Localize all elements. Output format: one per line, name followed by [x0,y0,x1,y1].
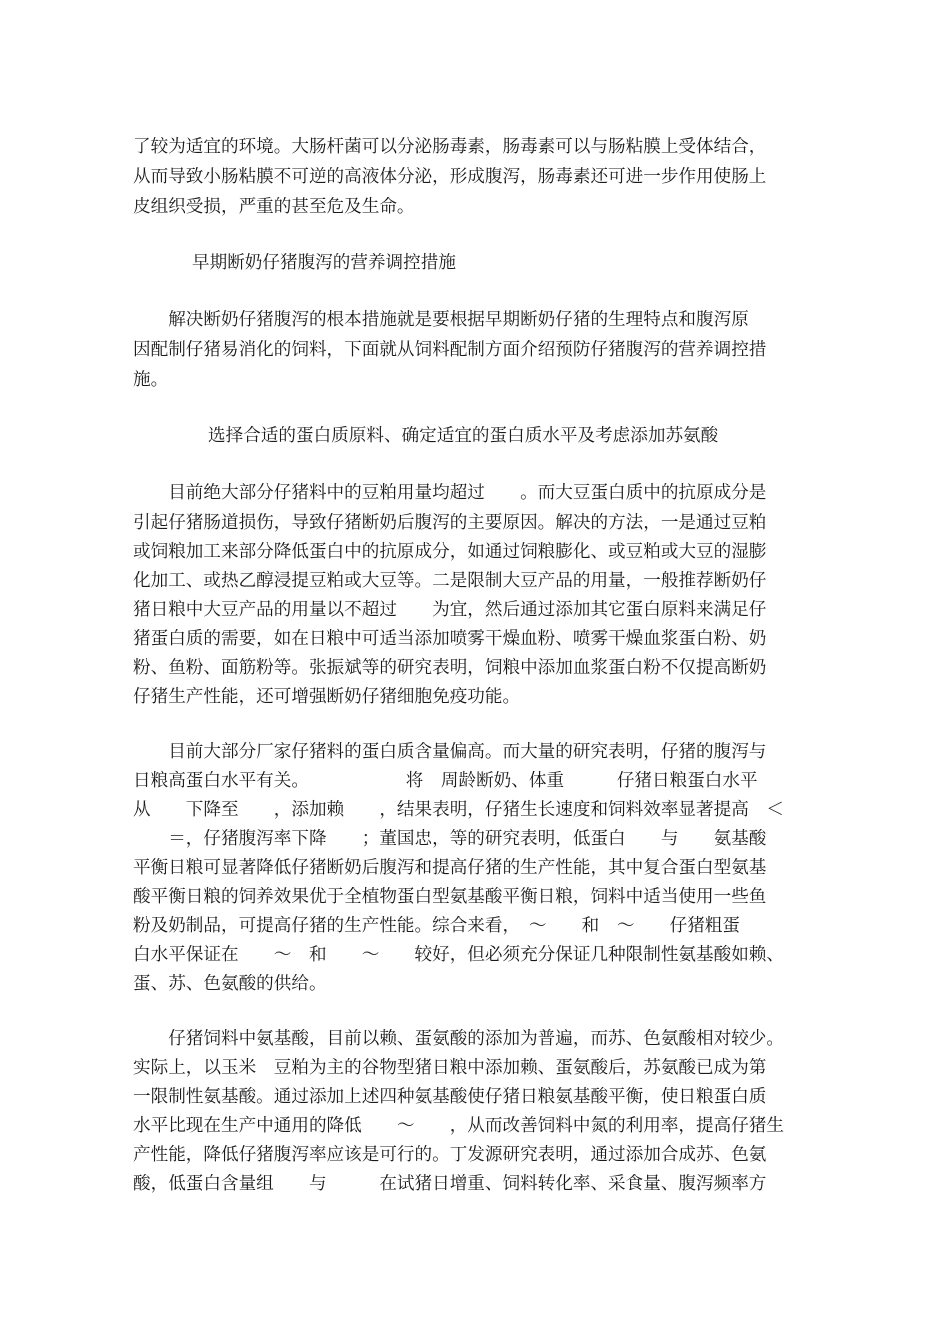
paragraph-line: 一限制性氨基酸。通过添加上述四种氨基酸使仔猪日粮氨基酸平衡，使日粮蛋白质 [133,1087,767,1107]
paragraph-line: 解决断奶仔猪腹泻的根本措施就是要根据早期断奶仔猪的生理特点和腹泻原 [133,310,749,330]
paragraph-line: 了较为适宜的环境。大肠杆菌可以分泌肠毒素，肠毒素可以与肠粘膜上受体结合， [133,137,767,157]
paragraph-line: 因配制仔猪易消化的饲料，下面就从饲料配制方面介绍预防仔猪腹泻的营养调控措 [133,340,767,360]
paragraph-line: 平衡日粮可显著降低仔猪断奶后腹泻和提高仔猪的生产性能，其中复合蛋白型氨基 [133,858,767,878]
paragraph-line: ＝，仔猪腹泻率下降 ；董国忠，等的研究表明，低蛋白 与 氨基酸 [133,829,767,849]
paragraph-line: 目前绝大部分仔猪料中的豆粕用量均超过 。而大豆蛋白质中的抗原成分是 [133,483,767,503]
paragraph-line: 目前大部分厂家仔猪料的蛋白质含量偏高。而大量的研究表明，仔猪的腹泻与 [133,742,767,762]
paragraph-line: 酸平衡日粮的饲养效果优于全植物蛋白型氨基酸平衡日粮，饲料中适当使用一些鱼 [133,887,767,907]
paragraph-line: 粉及奶制品，可提高仔猪的生产性能。综合来看， ～ 和 ～ 仔猪粗蛋 [133,916,740,936]
paragraph-line: 实际上，以玉米 豆粕为主的谷物型猪日粮中添加赖、蛋氨酸后，苏氨酸已成为第 [133,1058,767,1078]
paragraph-line: 从而导致小肠粘膜不可逆的高液体分泌，形成腹泻，肠毒素还可进一步作用使肠上 [133,167,767,187]
paragraph-line: 粉、鱼粉、面筋粉等。张振斌等的研究表明，饲粮中添加血浆蛋白粉不仅提高断奶 [133,658,767,678]
paragraph-line: 猪日粮中大豆产品的用量以不超过 为宜，然后通过添加其它蛋白原料来满足仔 [133,600,767,620]
paragraph-line: 水平比现在生产中通用的降低 ～ ，从而改善饲料中氮的利用率，提高仔猪生 [133,1116,784,1136]
paragraph-line: 蛋、苏、色氨酸的供给。 [133,974,327,994]
paragraph-line: 仔猪生产性能，还可增强断奶仔猪细胞免疫功能。 [133,687,521,707]
paragraph-line: 日粮高蛋白水平有关。 将 周龄断奶、体重 仔猪日粮蛋白水平 [133,771,758,791]
paragraph-line: 猪蛋白质的需要，如在日粮中可适当添加喷雾干燥血粉、喷雾干燥血浆蛋白粉、奶 [133,629,767,649]
paragraph-line: 酸，低蛋白含量组 与 在试猪日增重、饲料转化率、采食量、腹泻频率方 [133,1174,767,1194]
paragraph-line: 皮组织受损，严重的甚至危及生命。 [133,197,415,217]
section-heading: 早期断奶仔猪腹泻的营养调控措施 [192,253,456,273]
paragraph-line: 施。 [133,370,169,390]
paragraph-line: 白水平保证在 ～ 和 ～ 较好，但必须充分保证几种限制性氨基酸如赖、 [133,945,784,965]
section-heading: 选择合适的蛋白质原料、确定适宜的蛋白质水平及考虑添加苏氨酸 [208,426,719,446]
paragraph-line: 从 下降至 ，添加赖 ，结果表明，仔猪生长速度和饲料效率显著提高 ＜ [133,800,784,820]
paragraph-line: 或饲粮加工来部分降低蛋白中的抗原成分，如通过饲粮膨化、或豆粕或大豆的湿膨 [133,542,767,562]
paragraph-line: 化加工、或热乙醇浸提豆粕或大豆等。二是限制大豆产品的用量，一般推荐断奶仔 [133,571,767,591]
paragraph-line: 产性能，降低仔猪腹泻率应该是可行的。丁发源研究表明，通过添加合成苏、色氨 [133,1145,767,1165]
paragraph-line: 引起仔猪肠道损伤，导致仔猪断奶后腹泻的主要原因。解决的方法，一是通过豆粕 [133,513,767,533]
paragraph-line: 仔猪饲料中氨基酸，目前以赖、蛋氨酸的添加为普遍，而苏、色氨酸相对较少。 [133,1029,784,1049]
